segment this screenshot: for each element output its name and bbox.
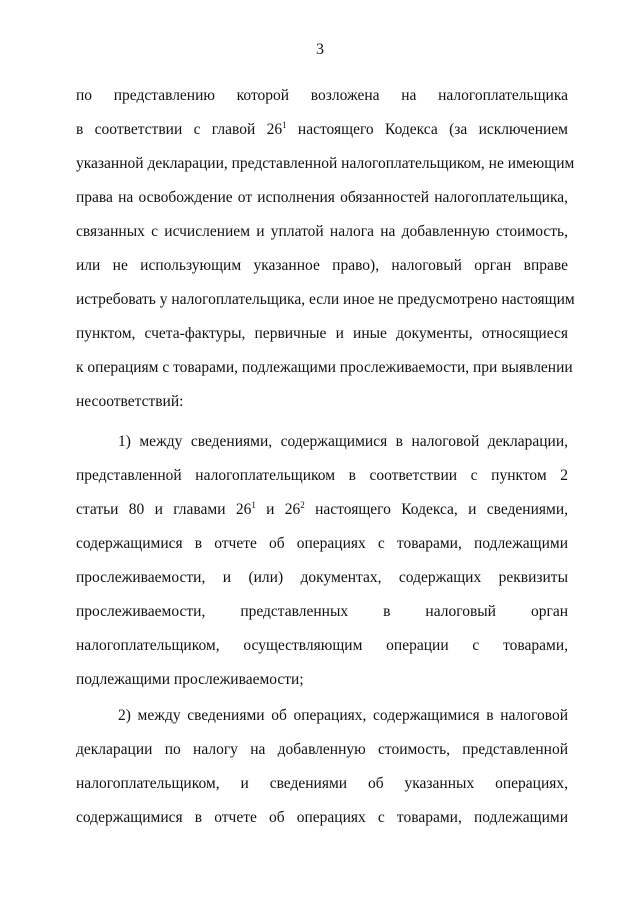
superscript: 1 (282, 120, 287, 130)
text-line: связанных с исчислением и уплатой налога на добавленную стоимость, (76, 223, 568, 240)
text-line: 2) между сведениями об операциях, содержащимися в налоговой (118, 707, 568, 724)
text-fragment: статьи 80 и главами 26 (76, 501, 252, 518)
text-line: 1) между сведениями, содержащимися в налоговой декларации, (118, 433, 568, 450)
text-line: декларации по налогу на добавленную стоимость, представленной (76, 741, 568, 758)
text-line: права на освобождение от исполнения обязанностей налогоплательщика, (76, 189, 568, 206)
text-fragment: настоящего Кодекса, и сведениями, (304, 501, 568, 518)
text-line (76, 120, 568, 140)
page-number: 3 (316, 41, 324, 58)
text-fragment: в соответствии с главой 26 (76, 121, 283, 138)
text-line: содержащимися в отчете об операциях с товарами, подлежащими (76, 535, 568, 552)
superscript: 2 (300, 500, 305, 510)
text-line: по представлению которой возложена на налогоплательщика (76, 87, 568, 104)
text-line: пунктом, счета-фактуры, первичные и иные документы, относящиеся (76, 325, 568, 342)
text-line: представленной налогоплательщиком в соответствии с пунктом 2 (76, 467, 568, 484)
text-line: налогоплательщиком, осуществляющим операции с товарами, (76, 637, 568, 654)
text-fragment: настоящего Кодекса (за исключением (286, 121, 568, 138)
text-line: или не использующим указанное право), налоговый орган вправе (76, 257, 568, 274)
text-line: указанной декларации, представленной налогоплательщиком, не имеющим (76, 155, 575, 172)
text-line: к операциям с товарами, подлежащими прослеживаемости, при выявлении (76, 359, 573, 376)
text-line: подлежащими прослеживаемости; (76, 671, 304, 688)
text-line (76, 500, 568, 520)
text-line: несоответствий: (76, 393, 184, 410)
text-line: содержащимися в отчете об операциях с товарами, подлежащими (76, 809, 568, 826)
text-line: истребовать у налогоплательщика, если иное не предусмотрено настоящим (76, 291, 575, 308)
text-line: налогоплательщиком, и сведениями об указанных операциях, (76, 775, 568, 792)
text-line: прослеживаемости, и (или) документах, содержащих реквизиты (76, 569, 568, 586)
text-line: прослеживаемости, представленных в налоговый орган (76, 603, 568, 620)
superscript: 1 (251, 500, 256, 510)
text-fragment: и 26 (255, 501, 301, 518)
